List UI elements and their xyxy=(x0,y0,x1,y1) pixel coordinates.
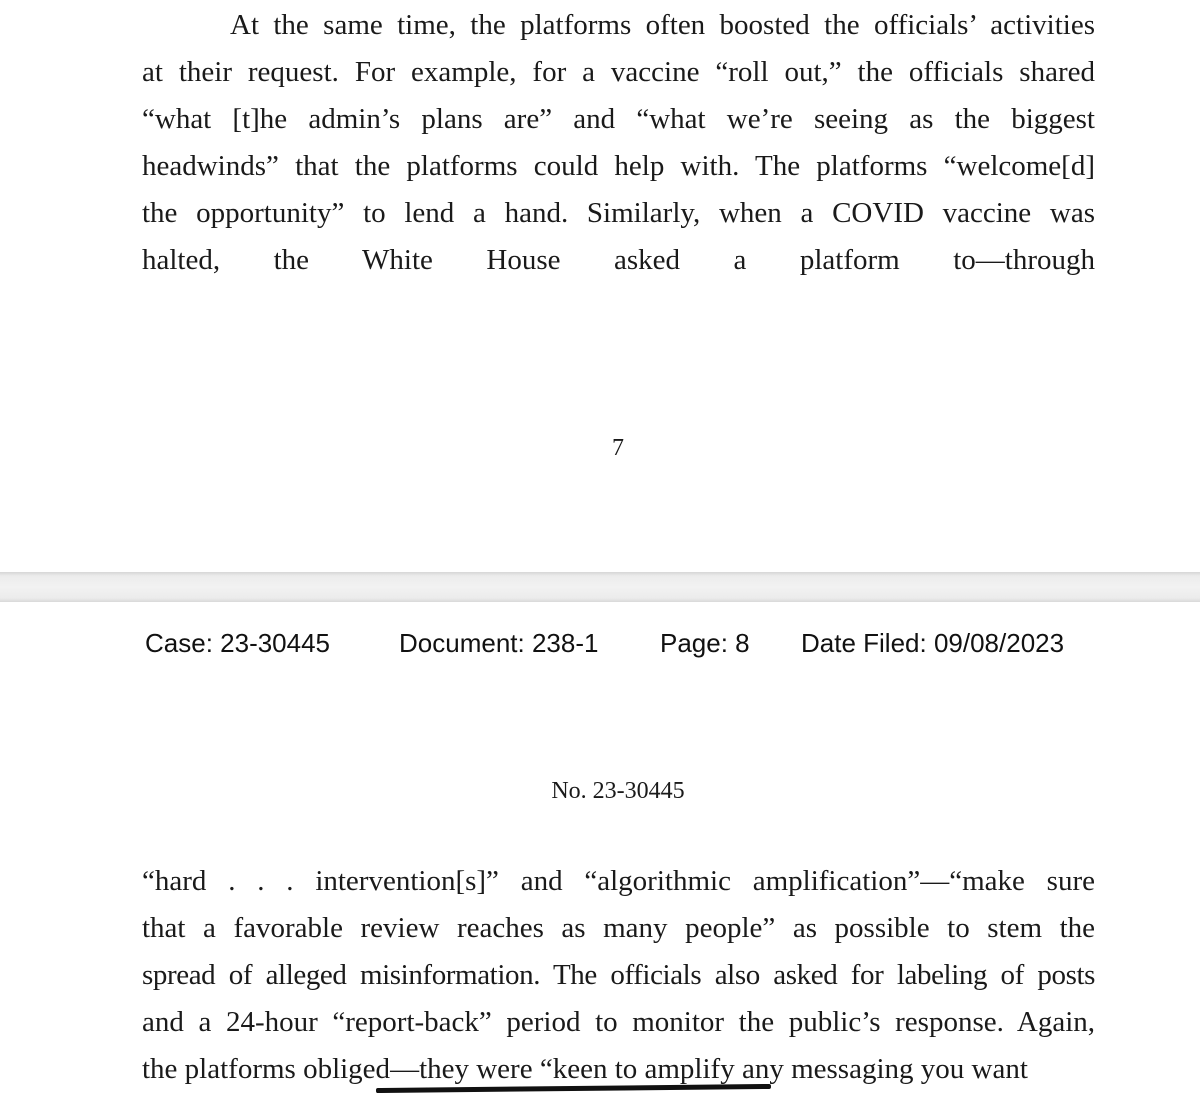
paragraph-top xyxy=(142,2,1095,284)
text-line: that a favorable review reaches as many people” as possible to stem the xyxy=(142,912,1095,944)
text-line: the opportunity” to lend a hand. Similarly, when a COVID vaccine was xyxy=(142,197,1095,229)
text-line: “hard . . . intervention[s]” and “algorithmic amplification”—“make sure xyxy=(142,865,1095,897)
page-number: 7 xyxy=(612,435,624,461)
page-label: Page: 8 xyxy=(660,628,750,658)
case-label: Case: 23-30445 xyxy=(145,628,331,658)
text-line: and a 24-hour “report-back” period to monitor the public’s response. Again, xyxy=(142,1006,1095,1038)
text-line: spread of alleged misinformation. The officials also asked for labeling of posts xyxy=(142,959,1095,991)
case-number-heading: No. 23-30445 xyxy=(551,778,685,804)
page-separator xyxy=(0,572,1200,602)
text-line: halted, the White House asked a platform to—through xyxy=(142,244,1095,276)
underlined-text: —they were “keen to amplify an xyxy=(390,1053,770,1085)
text-line: at their request. For example, for a vaccine “roll out,” the officials shared xyxy=(142,56,1095,88)
text-line: At the same time, the platforms often boosted the officials’ activities xyxy=(230,9,1095,41)
paragraph-bottom xyxy=(142,858,1095,1093)
document-label: Document: 238-1 xyxy=(399,628,599,658)
text-line: “what [t]he admin’s plans are” and “what we’re seeing as the biggest xyxy=(142,103,1095,135)
text-segment: the platforms obliged xyxy=(142,1053,391,1085)
text-line xyxy=(142,1046,1095,1093)
date-filed-label: Date Filed: 09/08/2023 xyxy=(801,628,1065,658)
case-header-stamp xyxy=(0,628,1200,662)
text-line: headwinds” that the platforms could help with. The platforms “welcome[d] xyxy=(142,150,1095,182)
text-segment: y messaging you want xyxy=(769,1053,1028,1085)
